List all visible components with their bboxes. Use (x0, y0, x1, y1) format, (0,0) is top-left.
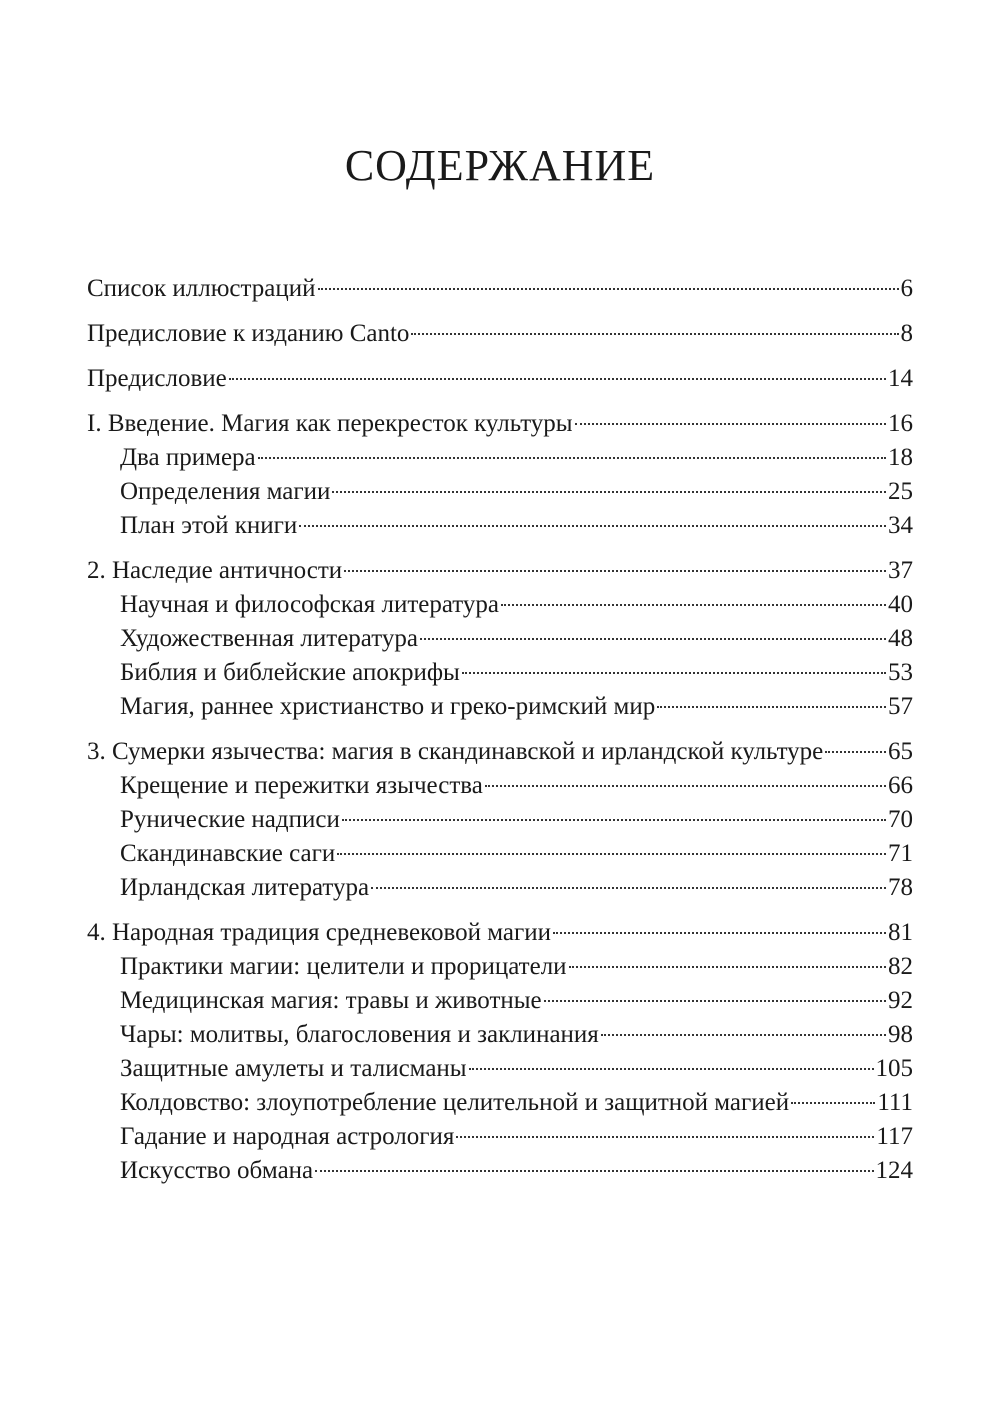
dot-leader (553, 932, 886, 934)
toc-entry-page: 8 (900, 320, 913, 347)
toc-entry-label: I. Введение. Магия как перекресток культуры (87, 410, 573, 437)
toc-entry-label: Защитные амулеты и талисманы (120, 1055, 467, 1082)
toc-entry-page: 25 (888, 478, 913, 505)
toc-subentry (87, 871, 913, 905)
toc-entry-page: 34 (888, 512, 913, 539)
toc-chapter-entry (87, 407, 913, 441)
dot-leader (501, 604, 886, 606)
dot-leader (229, 378, 886, 380)
dot-leader (469, 1068, 874, 1070)
dot-leader (332, 491, 886, 493)
toc-entry-page: 81 (888, 919, 913, 946)
toc-entry-page: 16 (888, 410, 913, 437)
toc-entry-label: Крещение и пережитки язычества (120, 772, 483, 799)
dot-leader (601, 1034, 886, 1036)
toc-subentry (87, 1052, 913, 1086)
toc-chapter-entry (87, 916, 913, 950)
toc-entry-label: Предисловие (87, 365, 227, 392)
toc-subentry (87, 622, 913, 656)
toc-subentry (87, 656, 913, 690)
toc-group (87, 916, 913, 1188)
toc-entry-page: 78 (888, 874, 913, 901)
toc-entry-page: 14 (888, 365, 913, 392)
dot-leader (485, 785, 886, 787)
dot-leader (657, 706, 886, 708)
toc-group (87, 362, 913, 396)
toc-entry-page: 57 (888, 693, 913, 720)
toc-subentry (87, 1018, 913, 1052)
toc-entry-page: 53 (888, 659, 913, 686)
toc-entry-label: Практики магии: целители и прорицатели (120, 953, 567, 980)
toc-subentry (87, 837, 913, 871)
toc-entry-page: 40 (888, 591, 913, 618)
toc-entry (87, 317, 913, 351)
toc-group (87, 735, 913, 905)
dot-leader (791, 1102, 875, 1104)
toc-entry (87, 272, 913, 306)
toc-group (87, 272, 913, 306)
toc-subentry (87, 950, 913, 984)
toc-entry-label: Колдовство: злоупотребление целительной и защитной магией (120, 1089, 790, 1116)
toc-entry-page: 37 (888, 557, 913, 584)
toc-entry-page: 66 (888, 772, 913, 799)
toc-entry-label: Чары: молитвы, благословения и заклинания (120, 1021, 599, 1048)
toc-entry-page: 117 (876, 1123, 913, 1150)
toc-entry-label: Рунические надписи (120, 806, 340, 833)
page-title: СОДЕРЖАНИЕ (344, 141, 656, 190)
toc-entry-label: Искусство обмана (120, 1157, 314, 1184)
toc-subentry (87, 1120, 913, 1154)
dot-leader (344, 570, 886, 572)
toc-entry-page: 98 (888, 1021, 913, 1048)
dot-leader (456, 1136, 874, 1138)
dot-leader (420, 638, 886, 640)
toc-entry-label: 3. Сумерки язычества: магия в скандинавской и ирландской культуре (87, 738, 824, 765)
dot-leader (462, 672, 886, 674)
dot-leader (337, 853, 886, 855)
toc-entry-page: 82 (888, 953, 913, 980)
toc-chapter-entry (87, 735, 913, 769)
toc-subentry (87, 588, 913, 622)
dot-leader (411, 333, 898, 335)
toc-entry-label: Библия и библейские апокрифы (120, 659, 460, 686)
toc-group (87, 407, 913, 543)
toc-entry-label: Скандинавские саги (120, 840, 336, 867)
dot-leader (569, 966, 886, 968)
toc-entry-page: 111 (877, 1089, 913, 1116)
toc-subentry (87, 509, 913, 543)
table-of-contents (87, 272, 913, 1199)
toc-entry-label: Ирландская литература (120, 874, 370, 901)
toc-entry-page: 92 (888, 987, 913, 1014)
toc-entry-label: Два примера (120, 444, 256, 471)
dot-leader (544, 1000, 886, 1002)
toc-entry-label: 2. Наследие античности (87, 557, 343, 584)
toc-entry-label: 4. Народная традиция средневековой магии (87, 919, 552, 946)
toc-entry-page: 105 (875, 1055, 913, 1082)
toc-entry-page: 70 (888, 806, 913, 833)
toc-entry-page: 48 (888, 625, 913, 652)
toc-entry-page: 124 (875, 1157, 913, 1184)
dot-leader (258, 457, 886, 459)
toc-subentry (87, 690, 913, 724)
toc-entry-label: Магия, раннее христианство и греко-римский мир (120, 693, 656, 720)
toc-subentry (87, 1086, 913, 1120)
dot-leader (299, 525, 886, 527)
toc-entry-page: 6 (900, 275, 913, 302)
toc-entry-label: Список иллюстраций (87, 275, 316, 302)
toc-entry-label: Гадание и народная астрология (120, 1123, 455, 1150)
toc-entry-label: Определения магии (120, 478, 331, 505)
toc-subentry (87, 441, 913, 475)
toc-subentry (87, 769, 913, 803)
toc-entry-label: Научная и философская литература (120, 591, 500, 618)
toc-entry-label: Предисловие к изданию Canto (87, 320, 410, 347)
toc-subentry (87, 984, 913, 1018)
toc-group (87, 554, 913, 724)
toc-entry-label: Художественная литература (120, 625, 418, 652)
dot-leader (575, 423, 886, 425)
toc-entry-page: 71 (888, 840, 913, 867)
toc-entry-label: План этой книги (120, 512, 298, 539)
toc-subentry (87, 475, 913, 509)
dot-leader (315, 1170, 873, 1172)
toc-chapter-entry (87, 554, 913, 588)
toc-entry-page: 18 (888, 444, 913, 471)
dot-leader (342, 819, 886, 821)
dot-leader (318, 288, 899, 290)
toc-entry-label: Медицинская магия: травы и животные (120, 987, 542, 1014)
dot-leader (371, 887, 886, 889)
toc-subentry (87, 1154, 913, 1188)
dot-leader (825, 751, 886, 753)
toc-subentry (87, 803, 913, 837)
toc-entry (87, 362, 913, 396)
toc-group (87, 317, 913, 351)
toc-entry-page: 65 (888, 738, 913, 765)
